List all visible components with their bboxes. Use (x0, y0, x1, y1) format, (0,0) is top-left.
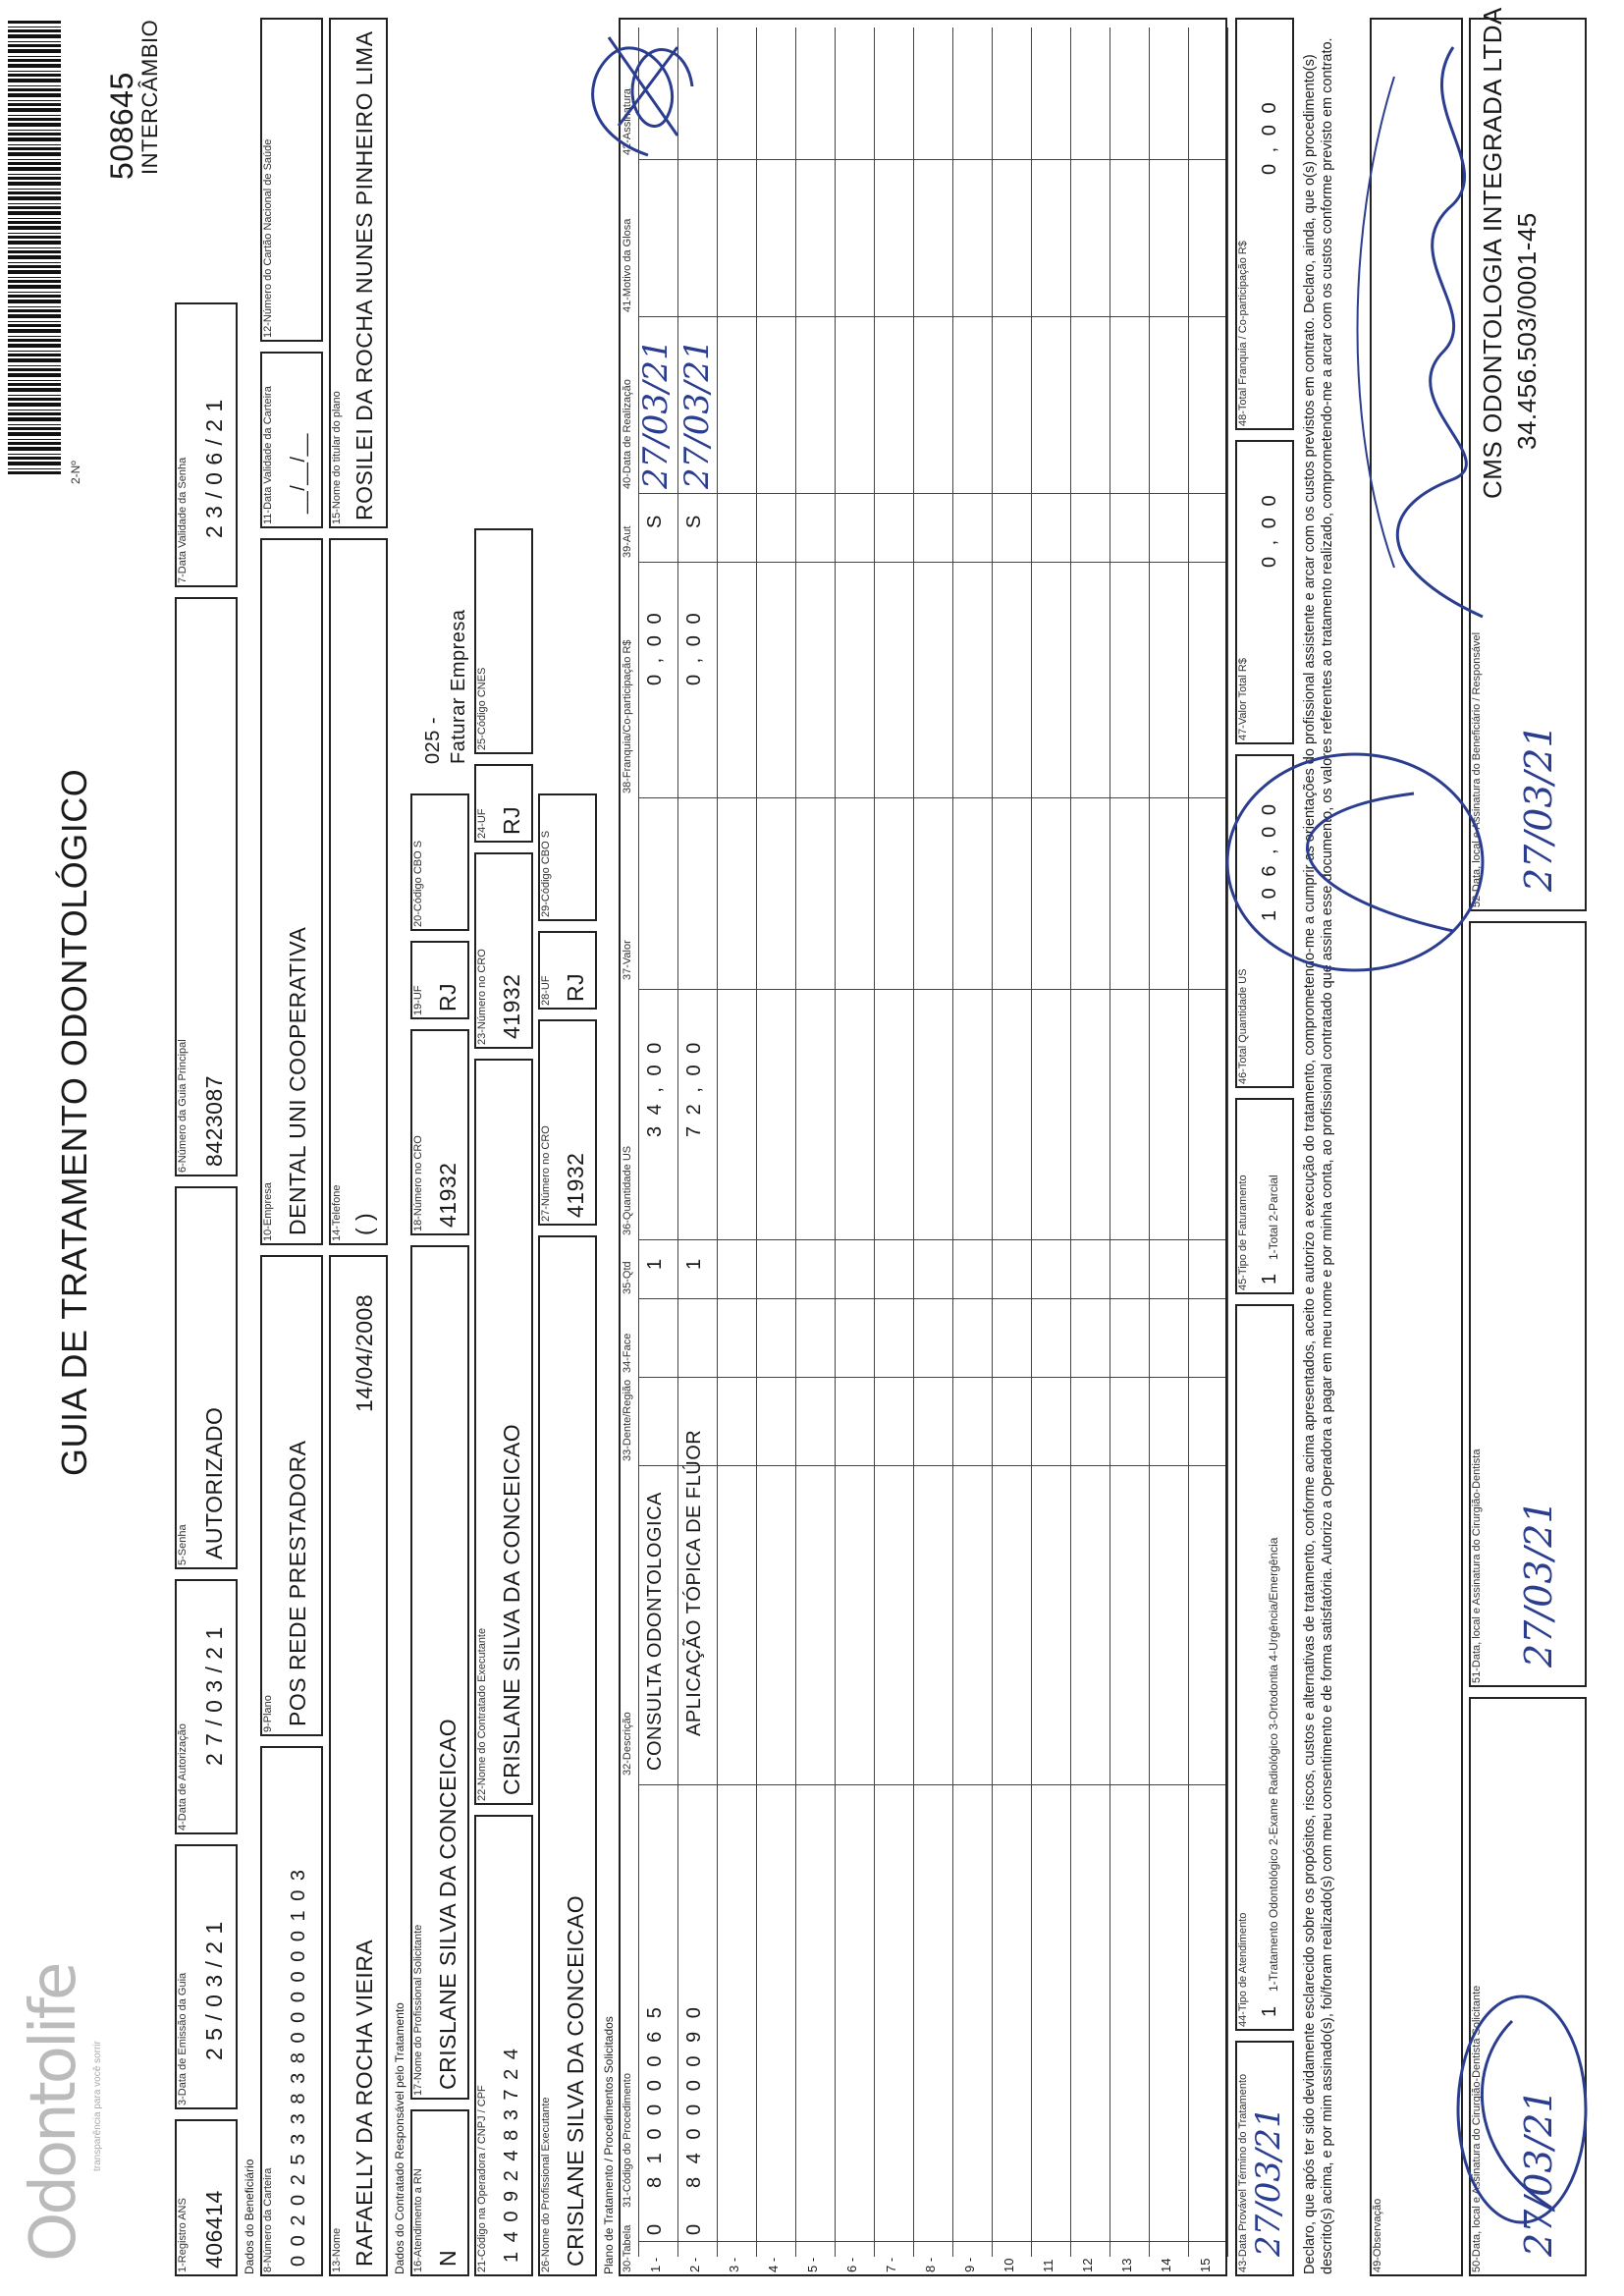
us-cell: 3 4 , 0 0 (644, 1039, 666, 1137)
column-rule (638, 493, 1225, 494)
codigo-cell: 8 4 0 0 0 0 9 0 (683, 2003, 705, 2188)
row-rule (1188, 27, 1189, 2257)
column-rule (638, 1239, 1225, 1240)
column-rule (638, 316, 1225, 317)
nome-beneficiario[interactable]: RAFAELLY DA ROCHA VIEIRA (352, 1939, 377, 2267)
handwritten-date-50: 27/03/21 (1517, 2089, 1560, 2257)
signature-scribble-beneficiario (1335, 37, 1532, 627)
uf-executante[interactable]: RJ (499, 805, 524, 835)
row-rule (795, 27, 796, 2257)
uf-solicitante[interactable]: RJ (435, 982, 460, 1011)
guide-number: 508645 (104, 72, 139, 180)
handwritten-date-row2: 27/03/21 (677, 339, 717, 489)
row-rule (1227, 27, 1228, 2257)
column-rule (638, 159, 1225, 160)
faturar-empresa: Faturar Empresa (448, 609, 469, 764)
column-rule (638, 1465, 1225, 1466)
signature-scribble-solicitante (1434, 1982, 1600, 2237)
stamp-cnpj: 34.456.503/0001-45 (1512, 212, 1542, 450)
section-contratado: Dados do Contratado Responsável pelo Tratamento (393, 2002, 406, 2274)
column-rule (638, 1298, 1225, 1299)
row-rule (874, 27, 875, 2257)
validade-senha[interactable]: 2 3 / 0 6 / 2 1 (201, 399, 227, 538)
total-franquia[interactable]: 0 , 0 0 (1259, 99, 1280, 175)
row-rule (992, 27, 993, 2257)
cro-executante[interactable]: 41932 (499, 973, 524, 1039)
signature-scribble-dentista (1218, 735, 1492, 990)
section-plano: Plano de Tratamento / Procedimentos Solicitados (602, 2016, 616, 2274)
total-quantidade-us[interactable]: 1 0 6 , 0 0 (1259, 801, 1280, 921)
page-title: GUIA DE TRATAMENTO ODONTOLÓGICO (54, 768, 94, 1476)
column-rule (638, 989, 1225, 990)
plano[interactable]: POS REDE PRESTADORA (285, 1440, 310, 1726)
senha[interactable]: AUTORIZADO (201, 1406, 227, 1559)
row-rule (952, 27, 953, 2257)
row-rule (1031, 27, 1032, 2257)
guide-sheet: Odontolife transparência para você sorrir GUIA DE TRATAMENTO ODONTOLÓGICO 2-Nº 508645 INTERCÂMBIO 1-Registro ANS 406414 3-Data de Emissão da Guia 2 5 / 0 3 / 2 1 4-Data de Autorização 2 7 / 0 3 / 2 1 5-Senha AUTORIZADO 6-Número da Guia Principal 8423087 7-Data Validade da Senha 2 3 / 0 6 / 2 1 Dados do Beneficiário 8-Número da Carteira 0 0 2 0 2 5 3 3 8 3 8 0 0 0 0 0 0 1 0 3 9-Plano POS REDE PRESTADORA 10-Empresa DENTAL UNI COOPERATIVA 11-Data Validade da Carteira __/__/__ 12-Número do Cartão Nacional de Saúde 13-Nome RAFAELLY DA ROCHA VIEIRA 14/04/2008 14-Telefone ( ) 15-Nome do titular do plano ROSILEI DA ROCHA NUNES PINHEIRO LIMA Dados do Contratado Responsável pelo Tratamento 16-Atendimento a RN N 17-Nome do Profissional Solicitante CRISLANE SILVA DA CONCEICAO 18-Número no CRO 41932 19-UF RJ 20-Código CBO S 025 - Faturar Empresa 21-Código na Operadora / CNPJ / CPF 1 4 0 9 2 4 8 3 7 2 4 22-Nome do Contratado Executante CRISLANE SILVA DA CONCEICAO 23-Número no CRO 41932 24-UF RJ 25-Código CNES 26-Nome do Profissional Executante CRISLANE SILVA DA CONCEICAO 27-Número no CRO 41932 28-UF RJ 29-Código CBO S Plano de Tratamento / Procedimentos Solicitados 30-Tabela 31-Código do Procedimento 32-Descrição 33-Dente/Região 34-Face 35-Qtd 36-Quantidade US 37-Valor 38-Franquia/Co-participação R$ 39-Aut 40-Data de Realização 41-Motivo da Glosa 42-Assinatura 1 - 2 - 3 - 4 - 5 - 6 - 7 - 8 - 9 - 10 11 12 13 14 15 0 8 1 0 0 0 0 6 5 CONSULTA ODONTOLOGICA 1 3 4 , 0 0 0 , 0 0 S 0 8 4 0 0 0 0 9 0 APLICAÇÃO TÓPICA DE FLÚOR 1 7 2 , 0 0 0 , 0 0 S 27/03/21 27/03/21 43-Data Provável Término do Tratamento 44-Tipo de Atendimento 1 1-Tratamento Odontológico 2-Exame Radiológico 3-Ortodontia 4-Urgência/Emergência 45-Tipo de Faturamento 1 1-Total 2-Parcial 46-Total Quantidade US 1 0 6 , 0 0 47-Valor Total R$ 0 , 0 0 48-Total Franquia / Co-participação R$ 0 , 0 0 27/03/21 Declaro, que após ter sido devidamente esclarecido sobre os propósitos, riscos, custos e alternativas de tratamento, conforme acima apresentados, aceito e autorizo a execução do tratamento, comprometendo-me a cumprir as orientações do profissional assistente e arcar com os custos previstos em contrato. Declaro, ainda, que o(s) procedimento(s) descrito(s) acima, e por mim assinado(s), foi/foram realizado(s) com meu consentimento e de forma satisfatória. Autorizo a Operadora a pagar em meu nome e por minha conta, ao profissional contratado que assina esse documento, os valores referentes ao tratamento realizado, comprometendo-me a arcar com os custos conforme previsto em contrato. 49-Observação 50-Data, local e Assinatura do Cirurgião-Dentista Solicitante 51-Data, local e Assinatura do Cirurgião-Dentista 52-Data, local e Assinatura do Beneficiário / Responsável 27/03/21 27/03/21 27/03/21 CMS ODONTOLOGIA INTEGRADA LTDA 34.456.503/0001-45 (0, 0, 1624, 2296)
contratado-executante[interactable]: CRISLANE SILVA DA CONCEICAO (499, 1423, 524, 1795)
tipo-faturamento[interactable]: 1 (1259, 1273, 1280, 1285)
codigo-cell: 8 1 0 0 0 0 6 5 (644, 2003, 666, 2188)
handwritten-date-51: 27/03/21 (1517, 1500, 1560, 1667)
titular-plano[interactable]: ROSILEI DA ROCHA NUNES PINHEIRO LIMA (352, 30, 377, 520)
empresa-code: 025 - (422, 716, 444, 764)
handwritten-date-52: 27/03/21 (1517, 724, 1560, 892)
row-rule (1149, 27, 1150, 2257)
descricao-cell: CONSULTA ODONTOLOGICA (644, 1492, 666, 1771)
stamp-company: CMS ODONTOLOGIA INTEGRADA LTDA (1478, 7, 1507, 499)
signature-scribble-table (579, 18, 707, 165)
franquia-cell: 0 , 0 0 (683, 610, 705, 685)
column-rule (638, 562, 1225, 563)
data-autorizacao[interactable]: 2 7 / 0 3 / 2 1 (201, 1626, 227, 1766)
intercambio-label: INTERCÂMBIO (137, 19, 162, 175)
tipo-atendimento[interactable]: 1 (1259, 2005, 1280, 2017)
us-cell: 7 2 , 0 0 (683, 1039, 705, 1137)
declaration-text: Declaro, que após ter sido devidamente esclarecido sobre os propósitos, riscos, custos e alternativas de tratamento, conforme acima apresentados, aceito e autorizo a execução do tratamento, comprometendo-me a cumprir as orientações do profissional assistente e arcar com os custos previstos em contrato. Declaro, ainda, que o(s) procedimento(s) descrito(s) acima, e por mim assinado(s), foi/foram realizado(s) com meu consentimento e de forma satisfatória. Autorizo a Operadora a pagar em meu nome e por minha conta, ao profissional contratado que assina esse documento, os valores referentes ao tratamento realizado, comprometendo-me a arcar com os custos conforme previsto em contrato. (1302, 37, 1335, 2274)
codigo-operadora[interactable]: 1 4 0 9 2 4 8 3 7 2 4 (501, 2047, 522, 2263)
telefone[interactable]: ( ) (352, 1212, 377, 1235)
row-rule (913, 27, 914, 2257)
brand-tagline: transparência para você sorrir (92, 2041, 103, 2171)
uf-profissional[interactable]: RJ (563, 972, 588, 1002)
qtd-cell: 1 (683, 1258, 705, 1270)
atendimento-rn[interactable]: N (435, 2249, 460, 2267)
aut-cell: S (683, 515, 705, 528)
brand-logo (18, 1964, 106, 2262)
franquia-cell: 0 , 0 0 (644, 610, 666, 685)
numero-carteira[interactable]: 0 0 2 0 2 5 3 3 8 3 8 0 0 0 0 0 0 1 0 3 (288, 1867, 309, 2267)
row-rule (1070, 27, 1071, 2257)
tabela-cell: 0 (644, 2223, 666, 2235)
column-rule (638, 797, 1225, 798)
cro-profissional[interactable]: 41932 (563, 1152, 588, 1218)
row-rule (835, 27, 836, 2257)
cro-solicitante[interactable]: 41932 (435, 1162, 460, 1228)
data-nascimento[interactable]: 14/04/2008 (352, 1293, 377, 1412)
column-rule (638, 1377, 1225, 1378)
field-14 (329, 538, 388, 1245)
brand-name: Odontolife (18, 1964, 90, 2262)
validade-carteira[interactable]: __/__/__ (288, 433, 309, 514)
tabela-cell: 0 (683, 2223, 705, 2235)
numero-label: 2-Nº (69, 461, 82, 484)
handwritten-date-43: 27/03/21 (1249, 2106, 1288, 2257)
empresa[interactable]: DENTAL UNI COOPERATIVA (285, 926, 310, 1235)
barcode (8, 21, 61, 474)
handwritten-date-row1: 27/03/21 (636, 339, 676, 489)
qtd-cell: 1 (644, 1258, 666, 1270)
column-rule (638, 2241, 1225, 2242)
profissional-solicitante[interactable]: CRISLANE SILVA DA CONCEICAO (435, 1718, 460, 2090)
descricao-cell: APLICAÇÃO TÓPICA DE FLÚOR (683, 1429, 705, 1736)
registro-ans[interactable]: 406414 (201, 2190, 227, 2269)
guia-principal[interactable]: 8423087 (201, 1074, 227, 1167)
valor-total[interactable]: 0 , 0 0 (1259, 492, 1280, 568)
row-rule (717, 27, 718, 2257)
section-beneficiario: Dados do Beneficiário (243, 2159, 256, 2274)
column-rule (638, 1784, 1225, 1785)
aut-cell: S (644, 515, 666, 528)
profissional-executante[interactable]: CRISLANE SILVA DA CONCEICAO (563, 1894, 588, 2267)
data-emissao[interactable]: 2 5 / 0 3 / 2 1 (201, 1921, 227, 2060)
row-rule (756, 27, 757, 2257)
